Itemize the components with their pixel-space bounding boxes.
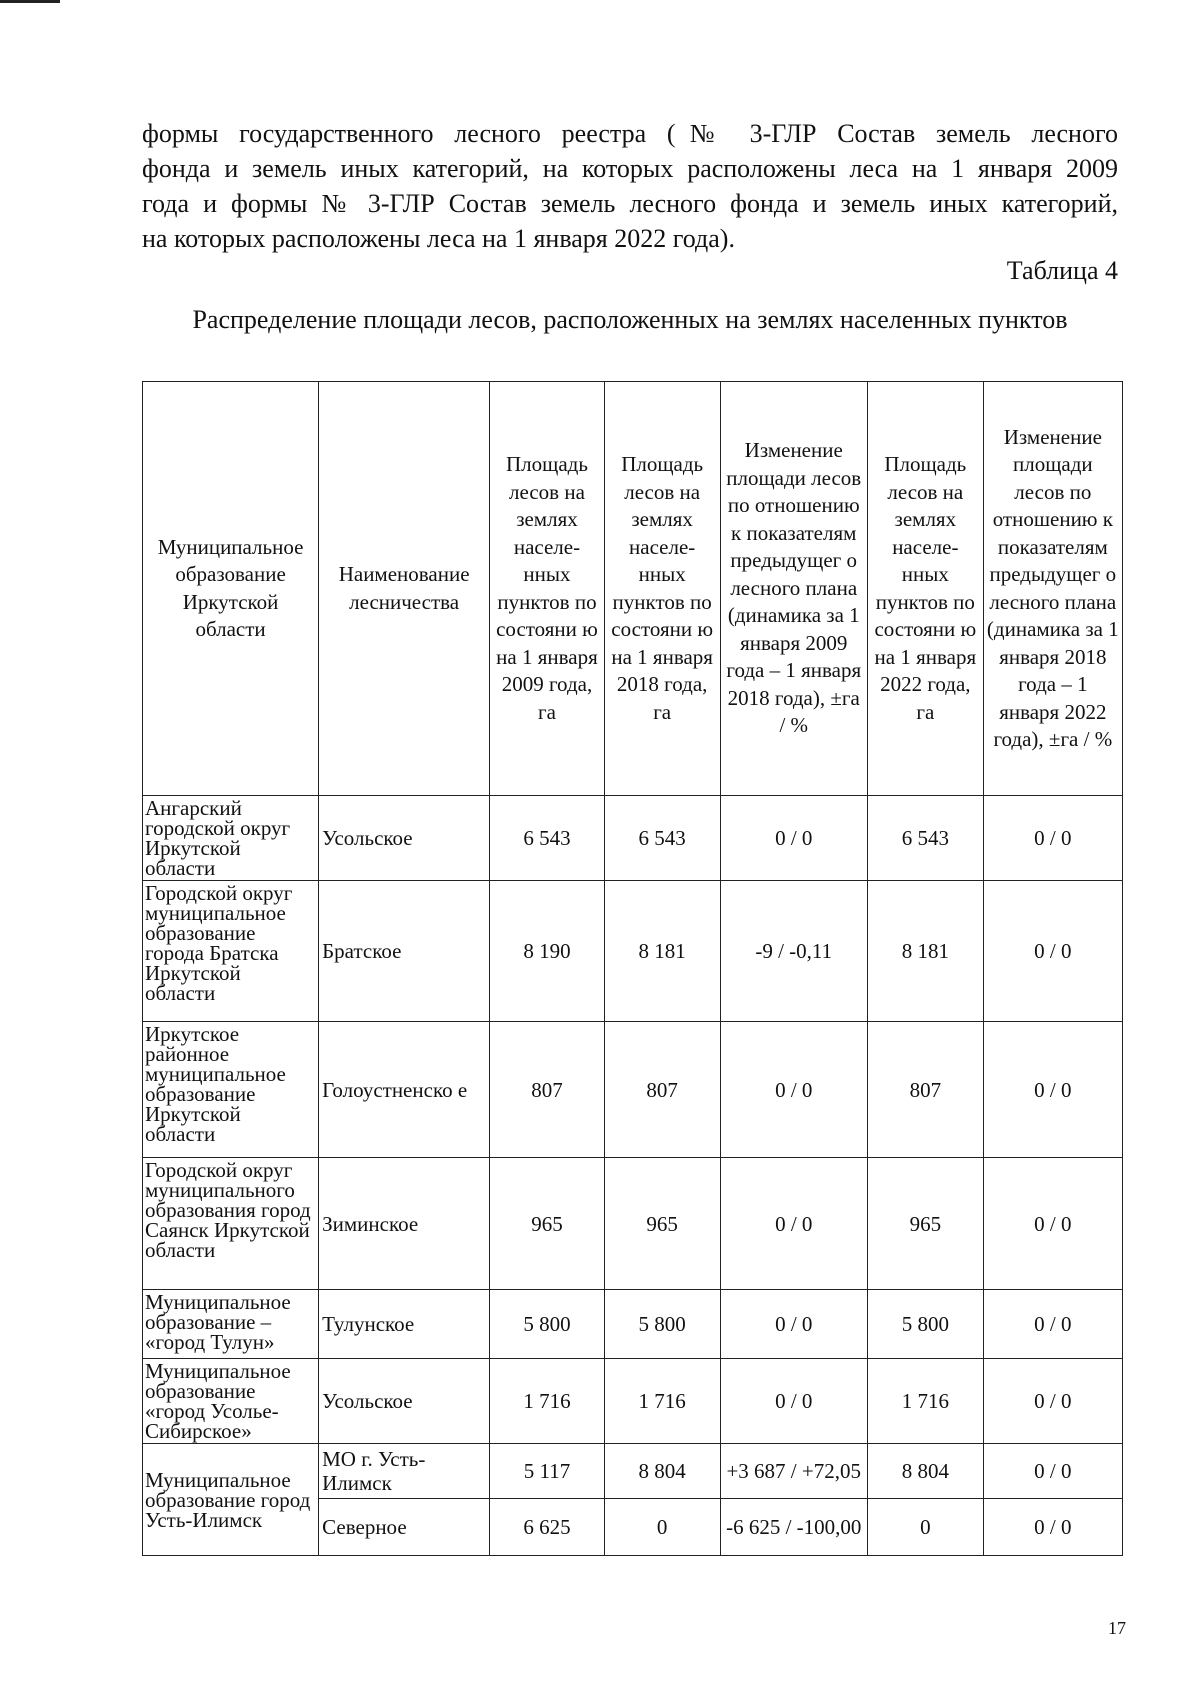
- intro-paragraph: [142, 116, 1118, 256]
- forestry-cell: Братское: [319, 881, 490, 1022]
- forestry-cell: МО г. Усть-Илимск: [319, 1444, 490, 1499]
- change-2018-2022-cell: 0 / 0: [983, 796, 1122, 881]
- table-row: [143, 1359, 1123, 1444]
- municipality-cell: Иркутское районное муниципальное образование Иркутской области: [143, 1022, 319, 1158]
- municipality-cell: Муниципальное образование «город Усолье-Сибирское»: [143, 1359, 319, 1444]
- table-row: [143, 1022, 1123, 1158]
- change-2018-2022-cell: 0 / 0: [983, 1290, 1122, 1359]
- change-2018-2022-cell: 0 / 0: [983, 1158, 1122, 1290]
- intro-line: фонда и земель иных категорий, на которых расположены леса на 1 января 2009: [142, 154, 1118, 183]
- scan-edge-mark: [0, 0, 60, 3]
- table-row: [143, 796, 1123, 881]
- area-2018-cell: 965: [604, 1158, 720, 1290]
- change-2018-2022-cell: 0 / 0: [983, 1499, 1122, 1556]
- table-row: [143, 1444, 1123, 1499]
- column-header: Муниципальное образование Иркутской области: [143, 382, 319, 796]
- municipality-cell: Городской округ муниципальное образование города Братска Иркутской области: [143, 881, 319, 1022]
- area-2018-cell: 0: [604, 1499, 720, 1556]
- change-2009-2018-cell: 0 / 0: [720, 1158, 867, 1290]
- forest-area-table: [142, 381, 1123, 1556]
- area-2009-cell: 6 543: [490, 796, 605, 881]
- area-2018-cell: 6 543: [604, 796, 720, 881]
- area-2018-cell: 8 804: [604, 1444, 720, 1499]
- column-header: Площадь лесов на землях населе-нных пунктов по состояни ю на 1 января 2009 года, га: [490, 382, 605, 796]
- forestry-cell: Голоустненско е: [319, 1022, 490, 1158]
- area-2018-cell: 807: [604, 1022, 720, 1158]
- area-2022-cell: 5 800: [867, 1290, 983, 1359]
- area-2022-cell: 0: [867, 1499, 983, 1556]
- change-2018-2022-cell: 0 / 0: [983, 1444, 1122, 1499]
- area-2009-cell: 8 190: [490, 881, 605, 1022]
- forestry-cell: Тулунское: [319, 1290, 490, 1359]
- change-2009-2018-cell: 0 / 0: [720, 796, 867, 881]
- forestry-cell: Усольское: [319, 1359, 490, 1444]
- intro-line: формы государственного лесного реестра (№ 3-ГЛР Состав земель лесного: [142, 119, 1118, 148]
- change-2009-2018-cell: 0 / 0: [720, 1022, 867, 1158]
- intro-line: года и формы № 3-ГЛР Состав земель лесного фонда и земель иных категорий,: [142, 189, 1118, 218]
- area-2009-cell: 965: [490, 1158, 605, 1290]
- area-2009-cell: 6 625: [490, 1499, 605, 1556]
- area-2009-cell: 807: [490, 1022, 605, 1158]
- forestry-cell: Северное: [319, 1499, 490, 1556]
- area-2018-cell: 5 800: [604, 1290, 720, 1359]
- table-row: [143, 1158, 1123, 1290]
- area-2022-cell: 8 804: [867, 1444, 983, 1499]
- column-header: Изменение площади лесов по отношению к показателям предыдущег о лесного плана (динамика за 1 января 2009 года – 1 января 2018 года), ±га / %: [720, 382, 867, 796]
- page-number: 17: [1108, 1618, 1126, 1638]
- change-2009-2018-cell: +3 687 / +72,05: [720, 1444, 867, 1499]
- table-row: [143, 881, 1123, 1022]
- table-label: Таблица 4: [1006, 256, 1118, 285]
- change-2018-2022-cell: 0 / 0: [983, 881, 1122, 1022]
- area-2022-cell: 1 716: [867, 1359, 983, 1444]
- area-2022-cell: 8 181: [867, 881, 983, 1022]
- area-2009-cell: 5 117: [490, 1444, 605, 1499]
- forestry-cell: Зиминское: [319, 1158, 490, 1290]
- change-2009-2018-cell: -6 625 / -100,00: [720, 1499, 867, 1556]
- column-header: Площадь лесов на землях населе-нных пунктов по состояни ю на 1 января 2018 года, га: [604, 382, 720, 796]
- area-2018-cell: 8 181: [604, 881, 720, 1022]
- column-header: Изменение площади лесов по отношению к показателям предыдущег о лесного плана (динамика за 1 января 2018 года – 1 января 2022 года), ±га / %: [983, 382, 1122, 796]
- change-2018-2022-cell: 0 / 0: [983, 1022, 1122, 1158]
- column-header: Наименование лесничества: [319, 382, 490, 796]
- municipality-cell: Муниципальное образование – «город Тулун»: [143, 1290, 319, 1359]
- municipality-cell: Городской округ муниципального образования город Саянск Иркутской области: [143, 1158, 319, 1290]
- table-header-row: [143, 382, 1123, 796]
- area-2009-cell: 1 716: [490, 1359, 605, 1444]
- column-header: Площадь лесов на землях населе-нных пунктов по состояни ю на 1 января 2022 года, га: [867, 382, 983, 796]
- table-title: Распределение площади лесов, расположенных на землях населенных пунктов: [192, 305, 1068, 334]
- intro-line: на которых расположены леса на 1 января 2022 года).: [142, 224, 735, 253]
- area-2022-cell: 6 543: [867, 796, 983, 881]
- table-row: [143, 1290, 1123, 1359]
- forestry-cell: Усольское: [319, 796, 490, 881]
- change-2009-2018-cell: 0 / 0: [720, 1290, 867, 1359]
- municipality-cell: Муниципальное образование город Усть-Илимск: [143, 1444, 319, 1556]
- area-2018-cell: 1 716: [604, 1359, 720, 1444]
- area-2022-cell: 965: [867, 1158, 983, 1290]
- area-2009-cell: 5 800: [490, 1290, 605, 1359]
- municipality-cell: Ангарский городской округ Иркутской области: [143, 796, 319, 881]
- change-2009-2018-cell: -9 / -0,11: [720, 881, 867, 1022]
- change-2018-2022-cell: 0 / 0: [983, 1359, 1122, 1444]
- change-2009-2018-cell: 0 / 0: [720, 1359, 867, 1444]
- area-2022-cell: 807: [867, 1022, 983, 1158]
